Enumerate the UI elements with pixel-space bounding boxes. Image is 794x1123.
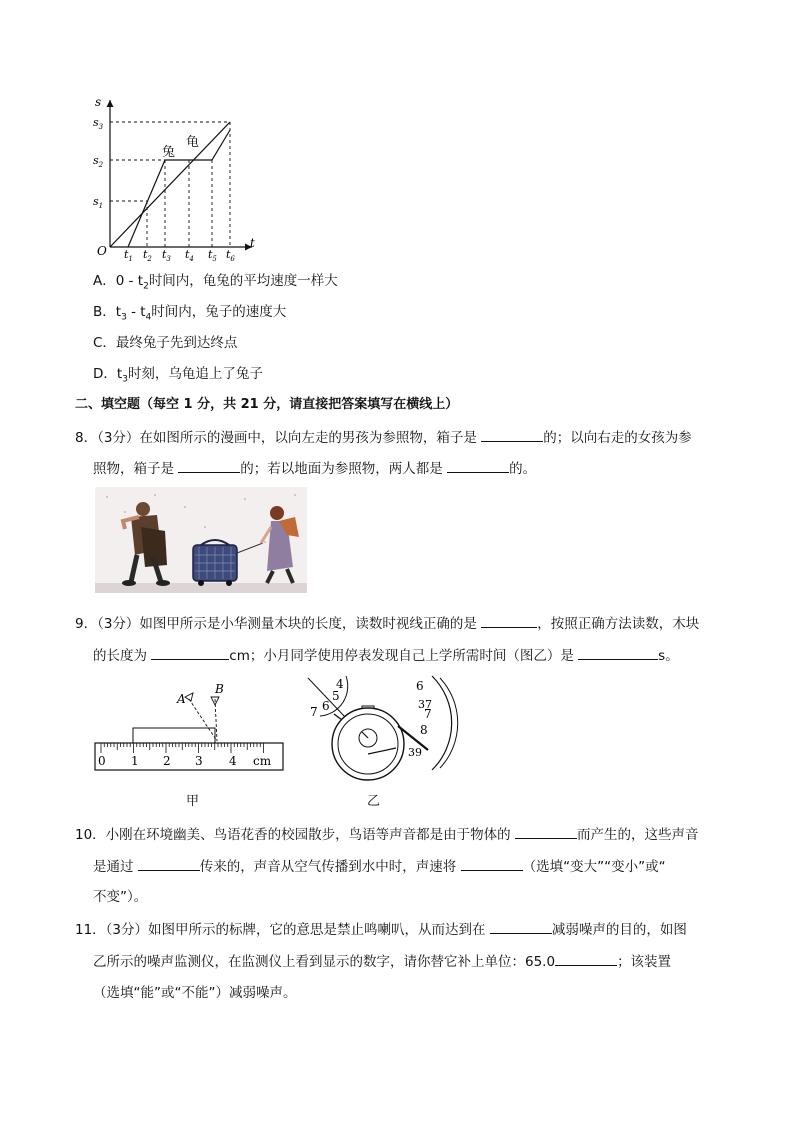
svg-text:t4: $t_4$	[185, 248, 194, 262]
q11-blank-1[interactable]	[490, 919, 552, 934]
s2-label: s	[93, 154, 99, 167]
svg-text:s3: $s_3$	[93, 116, 104, 131]
q9-blank-1[interactable]	[481, 613, 537, 628]
figure-jia-label: 甲	[186, 794, 200, 809]
origin-label: O	[97, 244, 107, 258]
ruler-figure	[93, 675, 288, 775]
q9-line-2: 的长度为 cm；小月同学使用停表发现自己上学所需时间（图乙）是 s。	[93, 644, 679, 664]
q11-line-3: （选填“能”或“不能”）减弱噪声。	[93, 985, 297, 1001]
svg-text:s1: $s_1$	[93, 195, 104, 210]
q7-option-a: A．$0 - t_2$时间内，龟兔的平均速度一样大	[93, 273, 338, 292]
q10-line-3: 不变”）。	[93, 889, 148, 905]
svg-text:2: 2	[163, 754, 171, 768]
st-graph	[90, 92, 265, 262]
svg-text:cm: cm	[253, 754, 272, 768]
q10-line-1: 10．小刚在环境幽美、鸟语花香的校园散步，鸟语等声音都是由于物体的 而产生的，这些声音	[75, 823, 698, 843]
svg-text:7: 7	[310, 705, 318, 719]
q9-blank-2[interactable]	[151, 645, 229, 660]
svg-text:39: 39	[408, 746, 422, 759]
svg-text:6: 6	[416, 679, 424, 693]
svg-text:6: 6	[322, 699, 330, 713]
t6-label: t	[226, 248, 231, 261]
q8-line-2: 照物，箱子是 的；若以地面为参照物，两人都是 的。	[93, 457, 536, 477]
view-a-label: A	[177, 692, 186, 706]
t5-label: t	[208, 248, 213, 261]
t4-label: t	[185, 248, 190, 261]
t1-label: t	[124, 248, 129, 261]
q8-blank-1[interactable]	[481, 427, 543, 442]
q7-option-d: D．$t_3$时刻，乌龟追上了兔子	[93, 366, 263, 385]
svg-text:t1: $t_1$	[124, 248, 133, 262]
turtle-label: 龟	[186, 135, 200, 150]
rabbit-line	[128, 130, 230, 247]
svg-text:8: 8	[420, 723, 428, 737]
svg-text:t5: $t_5$	[208, 248, 217, 262]
axis-t-label: t	[250, 236, 255, 250]
t2-label: t	[143, 248, 148, 261]
svg-text:t2: $t_2$	[143, 248, 152, 262]
q7-option-c: C．最终兔子先到达终点	[93, 335, 238, 351]
q11-line-1: 11．（3分）如图甲所示的标牌，它的意思是禁止鸣喇叭，从而达到在 减弱噪声的目的，如图	[75, 918, 687, 938]
q9-line-1: 9．（3分）如图甲所示是小华测量木块的长度，读数时视线正确的是 ，按照正确方法读数，木块	[75, 612, 699, 632]
svg-text:t3: $t_3$	[162, 248, 171, 262]
svg-text:4: 4	[336, 677, 344, 691]
figure-yi-label: 乙	[367, 794, 381, 809]
q10-blank-1[interactable]	[515, 824, 577, 839]
svg-text:t6: $t_6$	[226, 248, 235, 262]
t3-label: t	[162, 248, 167, 261]
q8-line-1: 8．（3分）在如图所示的漫画中，以向左走的男孩为参照物，箱子是 的；以向右走的女孩为参	[75, 426, 692, 446]
q10-line-2: 是通过 传来的，声音从空气传播到水中时，声速将 （选填“变大”“变小”或“	[93, 855, 666, 875]
svg-text:1: 1	[131, 754, 139, 768]
svg-text:3: 3	[195, 754, 203, 768]
q8-blank-3[interactable]	[447, 458, 509, 473]
rabbit-label: 兔	[162, 145, 176, 160]
svg-text:7: 7	[424, 707, 432, 721]
svg-text:4: 4	[229, 754, 237, 768]
svg-text:s2: $s_2$	[93, 154, 104, 169]
q9-blank-3[interactable]	[578, 645, 658, 660]
q7-option-b: B．$t_3 - t_4$时间内，兔子的速度大	[93, 304, 287, 323]
s3-label: s	[93, 116, 99, 129]
axis-s-label: s	[95, 95, 102, 109]
section-heading: 二、填空题（每空 1 分，共 21 分，请直接把答案填写在横线上）	[75, 397, 459, 412]
q10-blank-2[interactable]	[138, 856, 200, 871]
view-b-label: B	[215, 682, 224, 696]
svg-text:5: 5	[332, 689, 340, 703]
s1-label: s	[93, 195, 99, 208]
q11-blank-2[interactable]	[555, 951, 617, 966]
q8-blank-2[interactable]	[178, 458, 240, 473]
svg-text:37: 37	[418, 698, 432, 711]
svg-text:0: 0	[98, 754, 106, 768]
q11-line-2: 乙所示的噪声监测仪，在监测仪上看到显示的数字，请你替它补上单位：65.0 ；该装置	[93, 950, 671, 970]
cartoon-illustration	[95, 487, 307, 593]
q10-blank-3[interactable]	[461, 856, 523, 871]
stopwatch-figure	[300, 672, 460, 787]
